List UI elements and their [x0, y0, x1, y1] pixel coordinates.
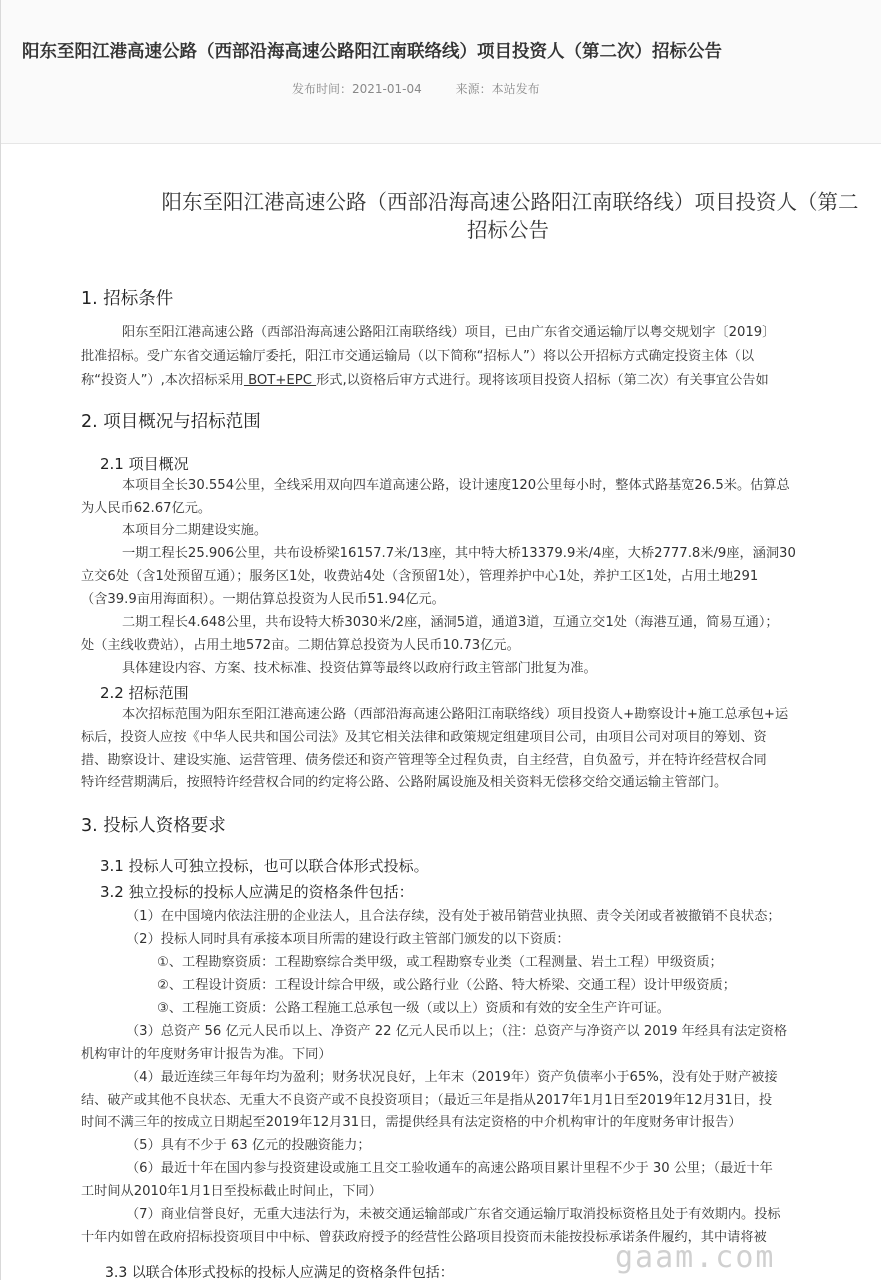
paragraph-line: 为人民币62.67亿元。 — [81, 501, 212, 516]
paragraph-line: 工时间从2010年1月1日至投标截止时间止，下同） — [81, 1184, 382, 1199]
paragraph-line: 阳东至阳江港高速公路（西部沿海高速公路阳江南联络线）项目，已由广东省交通运输厅以粤交规划字〔2019〕 — [122, 325, 776, 340]
subsection-heading: 3.1 投标人可独立投标，也可以联合体形式投标。 — [100, 857, 429, 875]
paragraph-line: 本项目分二期建设实施。 — [122, 523, 268, 538]
paragraph-line: 结、破产或其他不良状态、无重大不良资产或不良投资项目；（最近三年是指从2017年1月1日至2019年12月31日，投 — [81, 1093, 773, 1108]
paragraph-line: 具体建设内容、方案、技术标准、投资估算等最终以政府行政主管部门批复为准。 — [122, 661, 597, 676]
text-run: 形式,以资格后审方式进行。现将该项目投资人招标（第二次）有关事宜公告如 — [316, 373, 769, 388]
paragraph-line: 立交6处（含1处预留互通）；服务区1处，收费站4处（含预留1处），管理养护中心1处，养护工区1处，占用土地291 — [81, 569, 759, 584]
paragraph-line: 本次招标范围为阳东至阳江港高速公路（西部沿海高速公路阳江南联络线）项目投资人+勘察设计+施工总承包+运 — [122, 707, 789, 722]
list-item: （6）最近十年在国内参与投资建设或施工且交工验收通车的高速公路项目累计里程不少于 30 公里；（最近十年 — [126, 1161, 773, 1176]
paragraph-line: 一期工程长25.906公里，共布设桥梁16157.7米/13座，其中特大桥13379.9米/4座，大桥2777.8米/9座，涵洞30 — [122, 546, 796, 561]
publish-time: 发布时间：2021-01-04 — [292, 82, 422, 96]
document-title-line1: 阳东至阳江港高速公路（西部沿海高速公路阳江南联络线）项目投资人（第二 — [161, 190, 859, 214]
list-item: （3）总资产 56 亿元人民币以上、净资产 22 亿元人民币以上；（注：总资产与净资产以 2019 年经具有法定资格 — [126, 1024, 788, 1039]
list-item: ①、工程勘察资质：工程勘察综合类甲级，或工程勘察专业类（工程测量、岩土工程）甲级资质； — [157, 955, 723, 970]
text-run: 称“投资人”）,本次招标采用 — [81, 373, 244, 388]
section-heading-3: 3. 投标人资格要求 — [81, 816, 226, 836]
paragraph-line: （含39.9亩用海面积）。一期估算总投资为人民币51.94亿元。 — [81, 592, 445, 607]
subsection-heading: 3.3 以联合体形式投标的投标人应满足的资格条件包括： — [105, 1265, 454, 1280]
paragraph-line: 本项目全长30.554公里，全线采用双向四车道高速公路，设计速度120公里每小时，整体式路基宽26.5米。估算总 — [122, 478, 790, 493]
document-title-line2: 招标公告 — [467, 218, 549, 242]
paragraph-line: 机构审计的年度财务审计报告为准。下同） — [81, 1047, 332, 1062]
subsection-heading: 3.2 独立投标的投标人应满足的资格条件包括： — [100, 883, 414, 901]
paragraph-line: 时间不满三年的按成立日期起至2019年12月31日，需提供经具有法定资格的中介机构审计的年度财务审计报告） — [81, 1115, 742, 1130]
list-item: （7）商业信誉良好，无重大违法行为，未被交通运输部或广东省交通运输厅取消投标资格且处于有效期内。投标 — [126, 1207, 781, 1222]
paragraph-line: 十年内如曾在政府招标投资项目中中标、曾获政府授予的经营性公路项目投资而未能按投标承诺条件履约，其中请将被 — [81, 1230, 767, 1245]
paragraph-line: 措、勘察设计、建设实施、运营管理、债务偿还和资产管理等全过程负责，自主经营，自负盈亏，并在特许经营权合同 — [81, 753, 767, 768]
source: 来源：本站发布 — [455, 82, 540, 96]
page-title: 阳东至阳江港高速公路（西部沿海高速公路阳江南联络线）项目投资人（第二次）招标公告 — [22, 42, 722, 62]
watermark: gaam.com — [615, 1240, 776, 1275]
section-heading-2: 2. 项目概况与招标范围 — [81, 412, 261, 432]
paragraph-line: 特许经营期满后，按照特许经营权合同的约定将公路、公路附属设施及相关资料无偿移交给交通运输主管部门。 — [81, 775, 728, 790]
section-heading-1: 1. 招标条件 — [81, 289, 174, 309]
list-item: （2）投标人同时具有承接本项目所需的建设行政主管部门颁发的以下资质： — [126, 932, 570, 947]
paragraph-line: 批准招标。受广东省交通运输厅委托，阳江市交通运输局（以下简称“招标人”）将以公开招标方式确定投资主体（以 — [81, 349, 755, 364]
underlined-text: BOT+EPC — [243, 373, 317, 388]
subsection-heading: 2.1 项目概况 — [100, 455, 189, 473]
document-title — [0, 188, 881, 244]
list-item: （5）具有不少于 63 亿元的投融资能力； — [126, 1138, 371, 1153]
list-item: ②、工程设计资质：工程设计综合甲级，或公路行业（公路、特大桥梁、交通工程）设计甲级资质； — [157, 978, 736, 993]
list-item: （4）最近连续三年每年均为盈利；财务状况良好，上年末（2019年）资产负债率小于65%，没有处于财产被接 — [126, 1070, 778, 1085]
list-item: （1）在中国境内依法注册的企业法人，且合法存续，没有处于被吊销营业执照、责令关闭或者被撤销不良状态； — [126, 909, 781, 924]
subsection-heading: 2.2 招标范围 — [100, 684, 189, 702]
paragraph-line: 标后，投资人应按《中华人民共和国公司法》及其它相关法律和政策规定组建项目公司，由项目公司对项目的筹划、资 — [81, 730, 767, 745]
paragraph-line: 处（主线收费站），占用土地572亩。二期估算总投资为人民币10.73亿元。 — [81, 638, 520, 653]
list-item: ③、工程施工资质：公路工程施工总承包一级（或以上）资质和有效的安全生产许可证。 — [157, 1001, 670, 1016]
paragraph-line: 二期工程长4.648公里，共布设特大桥3030米/2座，涵洞5道，通道3道，互通立交1处（海港互通，简易互通）； — [122, 615, 779, 630]
paragraph-line — [81, 372, 769, 390]
